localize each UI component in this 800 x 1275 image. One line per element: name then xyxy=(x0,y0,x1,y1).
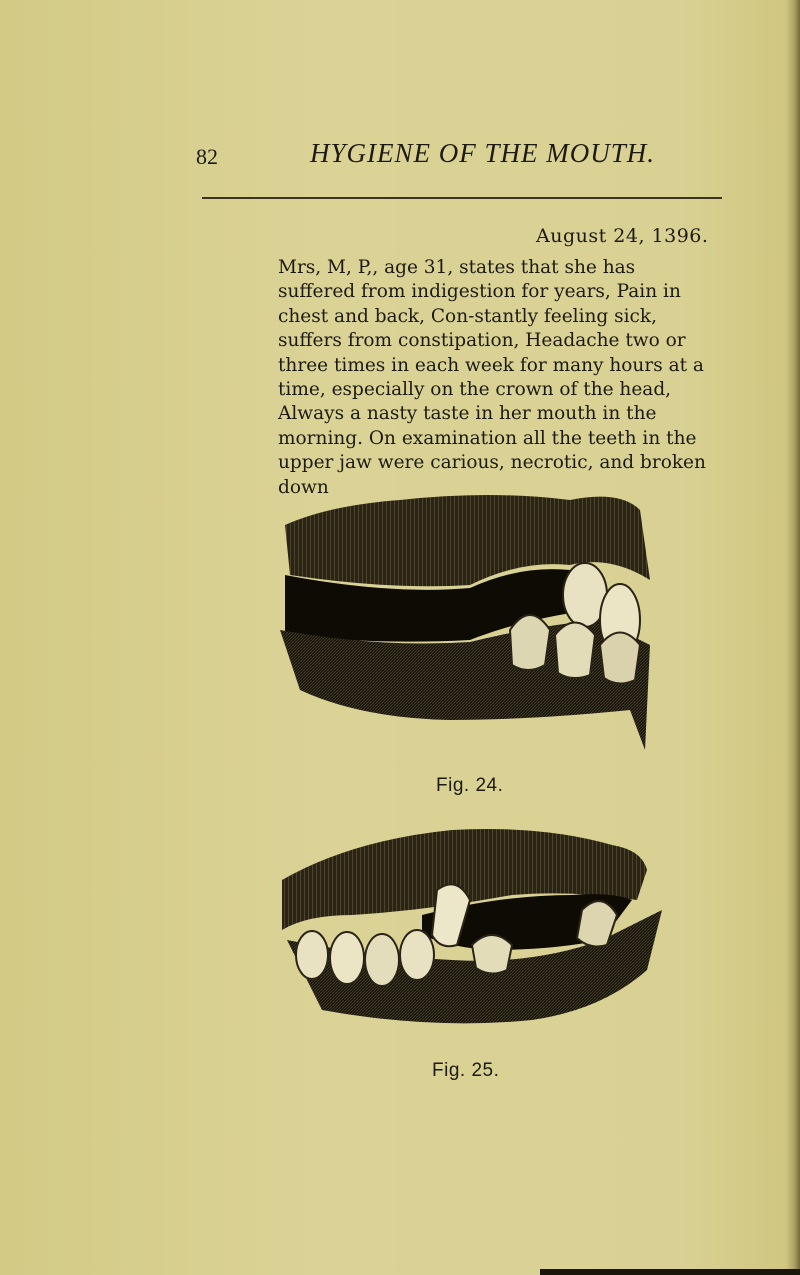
figure-24-caption: Fig. 24. xyxy=(436,775,504,796)
body-paragraph: Mrs, M, P,, age 31, states that she has suffered from indigestion for years, Pain in chest and back, Con-stantly feeling sick, suffers from constipation, Headache two or three times in each week for many hours at a time, especially on the crown of the head, Always a nasty taste in her mouth in the morning. On examination all the teeth in the upper jaw were carious, necrotic, and broken down xyxy=(278,257,706,498)
case-description xyxy=(278,256,708,500)
page-number: 82 xyxy=(196,144,218,169)
figure-25-caption: Fig. 25. xyxy=(432,1060,500,1081)
page-edge-shadow xyxy=(786,0,800,1275)
page-edge-bottom xyxy=(540,1269,800,1275)
dateline: August 24, 1396. xyxy=(536,225,709,247)
figure-25-engraving xyxy=(272,820,667,1050)
running-title: HYGIENE OF THE MOUTH. xyxy=(310,138,655,168)
header-rule xyxy=(202,197,722,199)
figure-24-engraving xyxy=(270,470,665,755)
